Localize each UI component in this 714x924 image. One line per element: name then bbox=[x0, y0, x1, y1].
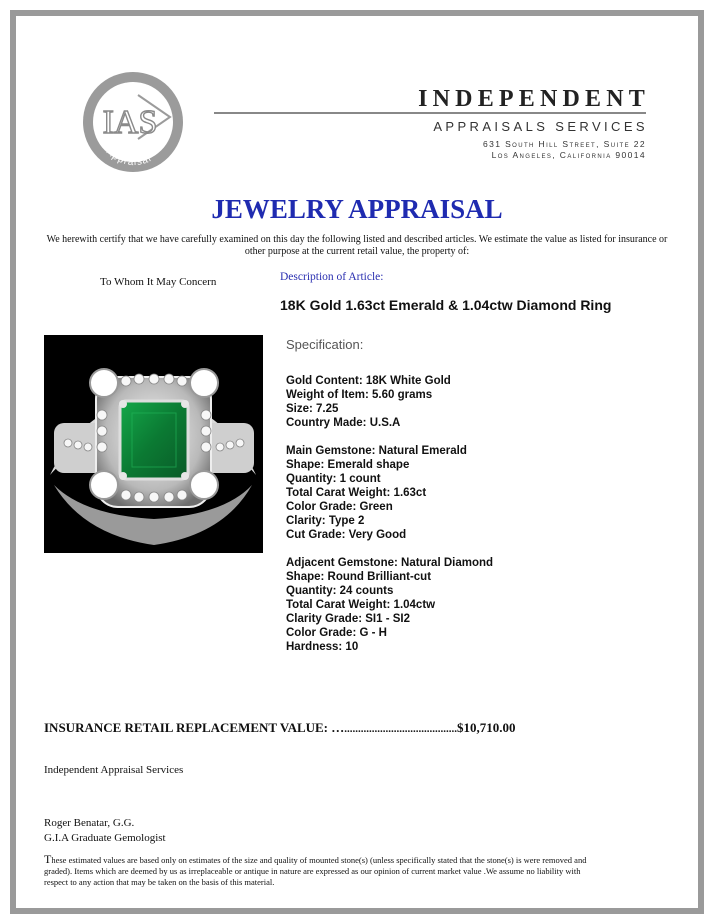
spec-main-clarity: Clarity: Type 2 bbox=[286, 515, 365, 527]
document-title: JEWELRY APPRAISAL bbox=[211, 194, 503, 224]
company-address-line2: Los Angeles, California 90014 bbox=[491, 150, 646, 160]
spec-main-quantity: Quantity: 1 count bbox=[286, 473, 381, 485]
company-address-line1: 631 South Hill Street, Suite 22 bbox=[482, 139, 646, 149]
insurance-value-amount: $10,710.00 bbox=[457, 720, 516, 735]
insurance-value-dots: ......................................... bbox=[344, 723, 458, 735]
recipient: To Whom It May Concern bbox=[100, 276, 217, 288]
spec-adj-hardness: Hardness: 10 bbox=[286, 641, 359, 653]
spec-group-main-gemstone bbox=[286, 444, 467, 542]
insurance-value-label: INSURANCE RETAIL REPLACEMENT VALUE: … bbox=[44, 720, 345, 735]
spec-main-shape: Shape: Emerald shape bbox=[286, 459, 410, 471]
header-rule bbox=[214, 112, 646, 114]
disclaimer bbox=[44, 854, 604, 888]
disclaimer-initial: T bbox=[44, 852, 52, 866]
spec-main-color: Color Grade: Green bbox=[286, 501, 393, 513]
description-label: Description of Article: bbox=[280, 271, 384, 283]
ias-logo bbox=[78, 67, 188, 177]
insurance-value-line bbox=[44, 720, 516, 736]
spec-adj-carat: Total Carat Weight: 1.04ctw bbox=[286, 599, 436, 611]
spec-country: Country Made: U.S.A bbox=[286, 417, 401, 429]
company-name: INDEPENDENT bbox=[418, 86, 650, 112]
signer-name: Roger Benatar, G.G. bbox=[44, 817, 135, 829]
spec-size: Size: 7.25 bbox=[286, 403, 339, 415]
spec-weight: Weight of Item: 5.60 grams bbox=[286, 389, 433, 401]
spec-main-gemstone: Main Gemstone: Natural Emerald bbox=[286, 445, 467, 457]
signature-company: Independent Appraisal Services bbox=[44, 764, 184, 776]
spec-gold-content: Gold Content: 18K White Gold bbox=[286, 375, 451, 387]
spec-group-metal bbox=[286, 374, 451, 430]
spec-adj-shape: Shape: Round Brilliant-cut bbox=[286, 571, 432, 583]
logo-ring-text: Appraisal bbox=[104, 146, 154, 169]
disclaimer-text: hese estimated values are based only on estimates of the size and quality of mounted stone(s) (unless specifically stated that the stone(s) is were removed and graded). Items which are deemed by us as irreplaceable or antique in nature are expressed as our opinion of current market value .We assume no liability with respect to any action that may be taken on the basis of this material. bbox=[44, 855, 587, 887]
logo-letters: IAS bbox=[102, 104, 158, 141]
signer-credential: G.I.A Graduate Gemologist bbox=[44, 832, 166, 844]
spec-adj-gemstone: Adjacent Gemstone: Natural Diamond bbox=[286, 557, 494, 569]
spec-adj-clarity: Clarity Grade: SI1 - SI2 bbox=[286, 613, 410, 625]
signer-block bbox=[44, 816, 166, 846]
spec-group-adjacent-gemstone bbox=[286, 556, 493, 654]
spec-adj-color: Color Grade: G - H bbox=[286, 627, 387, 639]
spec-adj-quantity: Quantity: 24 counts bbox=[286, 585, 394, 597]
item-title: 18K Gold 1.63ct Emerald & 1.04ctw Diamond Ring bbox=[280, 297, 612, 313]
company-subtitle: APPRAISALS SERVICES bbox=[433, 119, 648, 134]
specification-label: Specification: bbox=[286, 337, 364, 352]
certify-text: We herewith certify that we have carefully examined on this day the following listed and described articles. We estimate the value as listed for insurance or other purpose at the current retail value, the property of: bbox=[46, 234, 668, 257]
spec-main-cut: Cut Grade: Very Good bbox=[286, 529, 407, 541]
spec-main-carat: Total Carat Weight: 1.63ct bbox=[286, 487, 427, 499]
ring-photo bbox=[44, 335, 263, 553]
